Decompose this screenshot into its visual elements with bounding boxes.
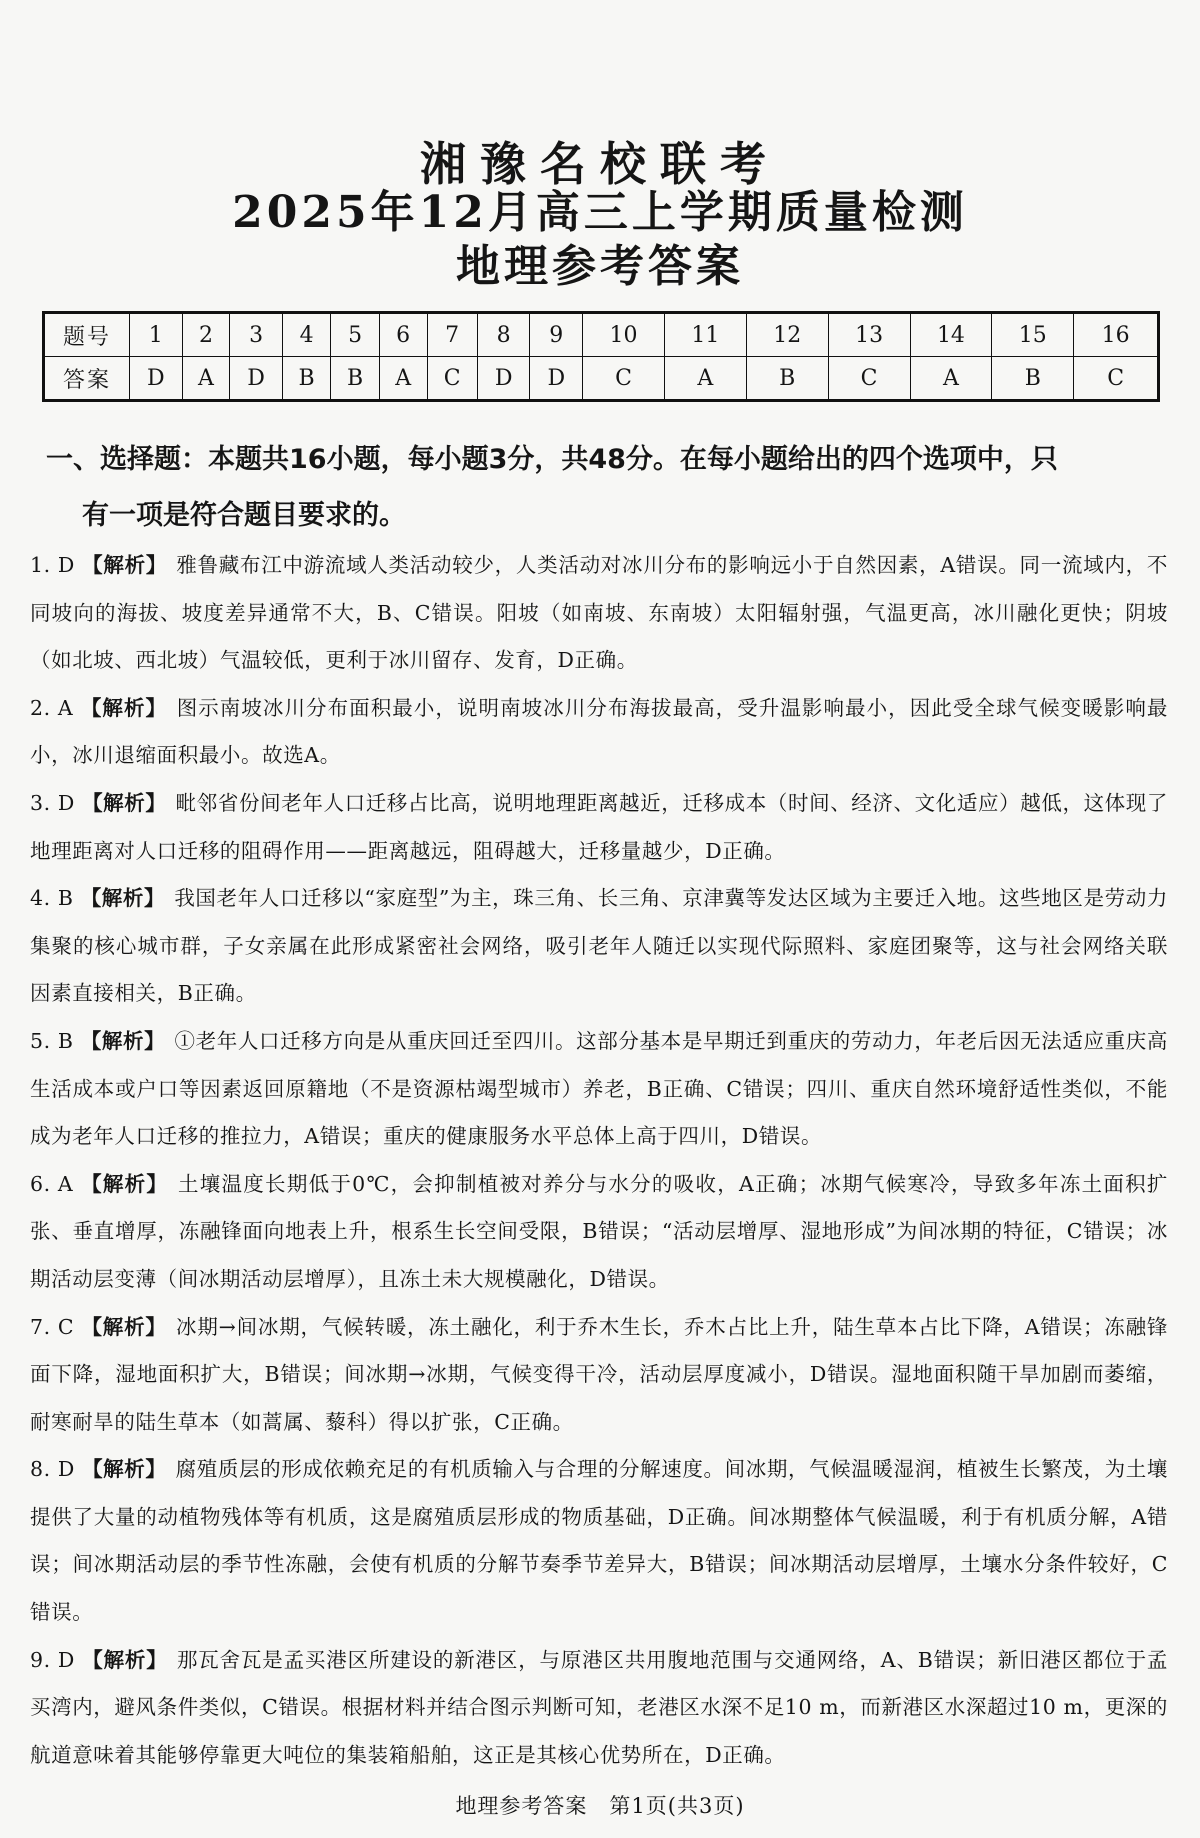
answer-cell: B <box>746 357 828 401</box>
exam-title: 湘豫名校联考 <box>420 137 780 191</box>
explanation-list <box>30 542 1168 1779</box>
analysis-tag: 【解析】 <box>82 1647 168 1672</box>
question-number-cell: 1 <box>130 313 183 357</box>
item-text: 图示南坡冰川分布面积最小，说明南坡冰川分布海拔最高，受升温影响最小，因此受全球气候变暖影响最小，冰川退缩面积最小。故选A。 <box>30 695 1168 768</box>
section-heading-line-1: 一、选择题：本题共16小题，每小题3分，共48分。在每小题给出的四个选项中，只 <box>46 444 1058 475</box>
analysis-tag: 【解析】 <box>81 1171 169 1196</box>
question-number-cell: 11 <box>664 313 746 357</box>
answer-table <box>42 311 1160 402</box>
item-text: 雅鲁藏布江中游流域人类活动较少，人类活动对冰川分布的影响远小于自然因素，A错误。同一流域内，不同坡向的海拔、坡度差异通常不大，B、C错误。阳坡（如南坡、东南坡）太阳辐射强，气温更高，冰川融化更快；阴坡（如北坡、西北坡）气温较低，更利于冰川留存、发育，D正确。 <box>30 553 1168 673</box>
question-number-cell: 9 <box>530 313 583 357</box>
analysis-tag: 【解析】 <box>82 553 168 577</box>
answer-cell: A <box>182 357 230 401</box>
item-text: 那瓦舍瓦是孟买港区所建设的新港区，与原港区共用腹地范围与交通网络，A、B错误；新旧港区都位于孟买湾内，避风条件类似，C错误。根据材料并结合图示判断可知，老港区水深不足10 m，而新港区水深超过10 m，更深的航道意味着其能够停靠更大吨位的集装箱船舶，这正是其核心优势所在，D正确。 <box>30 1647 1168 1767</box>
item-number: 9. D <box>30 1647 75 1672</box>
row-label-answer: 答案 <box>44 357 130 401</box>
answer-cell: A <box>664 357 746 401</box>
item-text: 毗邻省份间老年人口迁移占比高，说明地理距离越近，迁移成本（时间、经济、文化适应）越低，这体现了地理距离对人口迁移的阻碍作用——距离越远，阻碍越大，迁移量越少，D正确。 <box>30 790 1169 863</box>
answer-cell: D <box>230 357 283 401</box>
item-number: 6. A <box>30 1171 74 1196</box>
question-number-cell: 12 <box>746 313 828 357</box>
explanation-item <box>30 1304 1168 1447</box>
analysis-tag: 【解析】 <box>82 790 167 815</box>
item-text: 冰期→间冰期，气候转暖，冻土融化，利于乔木生长，乔木占比上升，陆生草本占比下降，A错误；冻融锋面下降，湿地面积扩大，B错误；间冰期→冰期，气候变得干冷，活动层厚度减小，D错误。湿地面积随干旱加剧而萎缩，耐寒耐旱的陆生草本（如蒿属、藜科）得以扩张，C正确。 <box>30 1314 1168 1434</box>
item-text: ①老年人口迁移方向是从重庆回迁至四川。这部分基本是早期迁到重庆的劳动力，年老后因无法适应重庆高生活成本或户口等因素返回原籍地（不是资源枯竭型城市）养老，B正确、C错误；四川、重庆自然环境舒适性类似，不能成为老年人口迁移的推拉力，A错误；重庆的健康服务水平总体上高于四川，D错误。 <box>30 1028 1169 1149</box>
question-number-cell: 5 <box>331 313 379 357</box>
item-text: 土壤温度长期低于0℃，会抑制植被对养分与水分的吸收，A正确；冰期气候寒冷，导致多年冻土面积扩张、垂直增厚，冻融锋面向地表上升，根系生长空间受限，B错误；“活动层增厚、湿地形成”为间冰期的特征，C错误；冰期活动层变薄（间冰期活动层增厚），且冻土未大规模融化，D错误。 <box>30 1171 1168 1291</box>
explanation-item <box>30 1161 1168 1304</box>
answer-cell: B <box>282 357 330 401</box>
question-number-cell: 13 <box>828 313 910 357</box>
document-title: 地理参考答案 <box>456 241 744 292</box>
answer-cell: D <box>477 357 530 401</box>
question-number-cell: 7 <box>427 313 477 357</box>
question-number-cell: 8 <box>477 313 530 357</box>
item-number: 2. A <box>30 695 74 720</box>
question-number-cell: 3 <box>230 313 283 357</box>
explanation-item <box>30 685 1168 780</box>
question-number-cell: 15 <box>992 313 1074 357</box>
answer-cell: B <box>331 357 379 401</box>
explanation-item <box>30 1446 1168 1636</box>
question-number-cell: 14 <box>910 313 992 357</box>
explanation-item <box>30 542 1168 685</box>
explanation-item <box>30 875 1168 1018</box>
exam-subtitle: 2025年12月高三上学期质量检测 <box>232 187 968 238</box>
question-number-cell: 10 <box>583 313 665 357</box>
item-number: 1. D <box>30 553 75 577</box>
item-number: 8. D <box>30 1457 75 1482</box>
analysis-tag: 【解析】 <box>80 695 168 720</box>
answer-cell: C <box>1074 357 1159 401</box>
question-number-row <box>44 313 1159 357</box>
item-number: 3. D <box>30 790 75 815</box>
answer-row <box>44 357 1159 401</box>
item-number: 7. C <box>30 1314 75 1339</box>
item-number: 5. B <box>30 1028 74 1053</box>
row-label-question-number: 题号 <box>44 313 130 357</box>
explanation-item <box>30 1637 1168 1780</box>
item-text: 我国老年人口迁移以“家庭型”为主，珠三角、长三角、京津冀等发达区域为主要迁入地。这些地区是劳动力集聚的核心城市群，子女亲属在此形成紧密社会网络，吸引老年人随迁以实现代际照料、家庭团聚等，这与社会网络关联因素直接相关，B正确。 <box>30 886 1168 1006</box>
analysis-tag: 【解析】 <box>82 1457 167 1482</box>
question-number-cell: 6 <box>379 313 427 357</box>
answer-cell: A <box>910 357 992 401</box>
question-number-cell: 2 <box>182 313 230 357</box>
question-number-cell: 16 <box>1074 313 1159 357</box>
section-heading-line-2: 有一项是符合题目要求的。 <box>82 500 406 531</box>
question-number-cell: 4 <box>282 313 330 357</box>
explanation-item <box>30 1018 1168 1161</box>
page-footer: 地理参考答案 第1页(共3页) <box>455 1794 745 1818</box>
answer-cell: C <box>828 357 910 401</box>
answer-cell: B <box>992 357 1074 401</box>
answer-cell: C <box>583 357 665 401</box>
analysis-tag: 【解析】 <box>80 886 166 911</box>
analysis-tag: 【解析】 <box>80 1028 166 1053</box>
item-number: 4. B <box>30 886 74 911</box>
answer-cell: A <box>379 357 427 401</box>
answer-cell: D <box>530 357 583 401</box>
answer-cell: C <box>427 357 477 401</box>
item-text: 腐殖质层的形成依赖充足的有机质输入与合理的分解速度。间冰期，气候温暖湿润，植被生长繁茂，为土壤提供了大量的动植物残体等有机质，这是腐殖质层形成的物质基础，D正确。间冰期整体气候温暖，利于有机质分解，A错误；间冰期活动层的季节性冻融，会使有机质的分解节奏季节差异大，B错误；间冰期活动层增厚，土壤水分条件较好，C错误。 <box>30 1457 1169 1625</box>
explanation-item <box>30 780 1168 875</box>
section-heading <box>46 432 1166 544</box>
answer-cell: D <box>130 357 183 401</box>
analysis-tag: 【解析】 <box>81 1314 167 1339</box>
